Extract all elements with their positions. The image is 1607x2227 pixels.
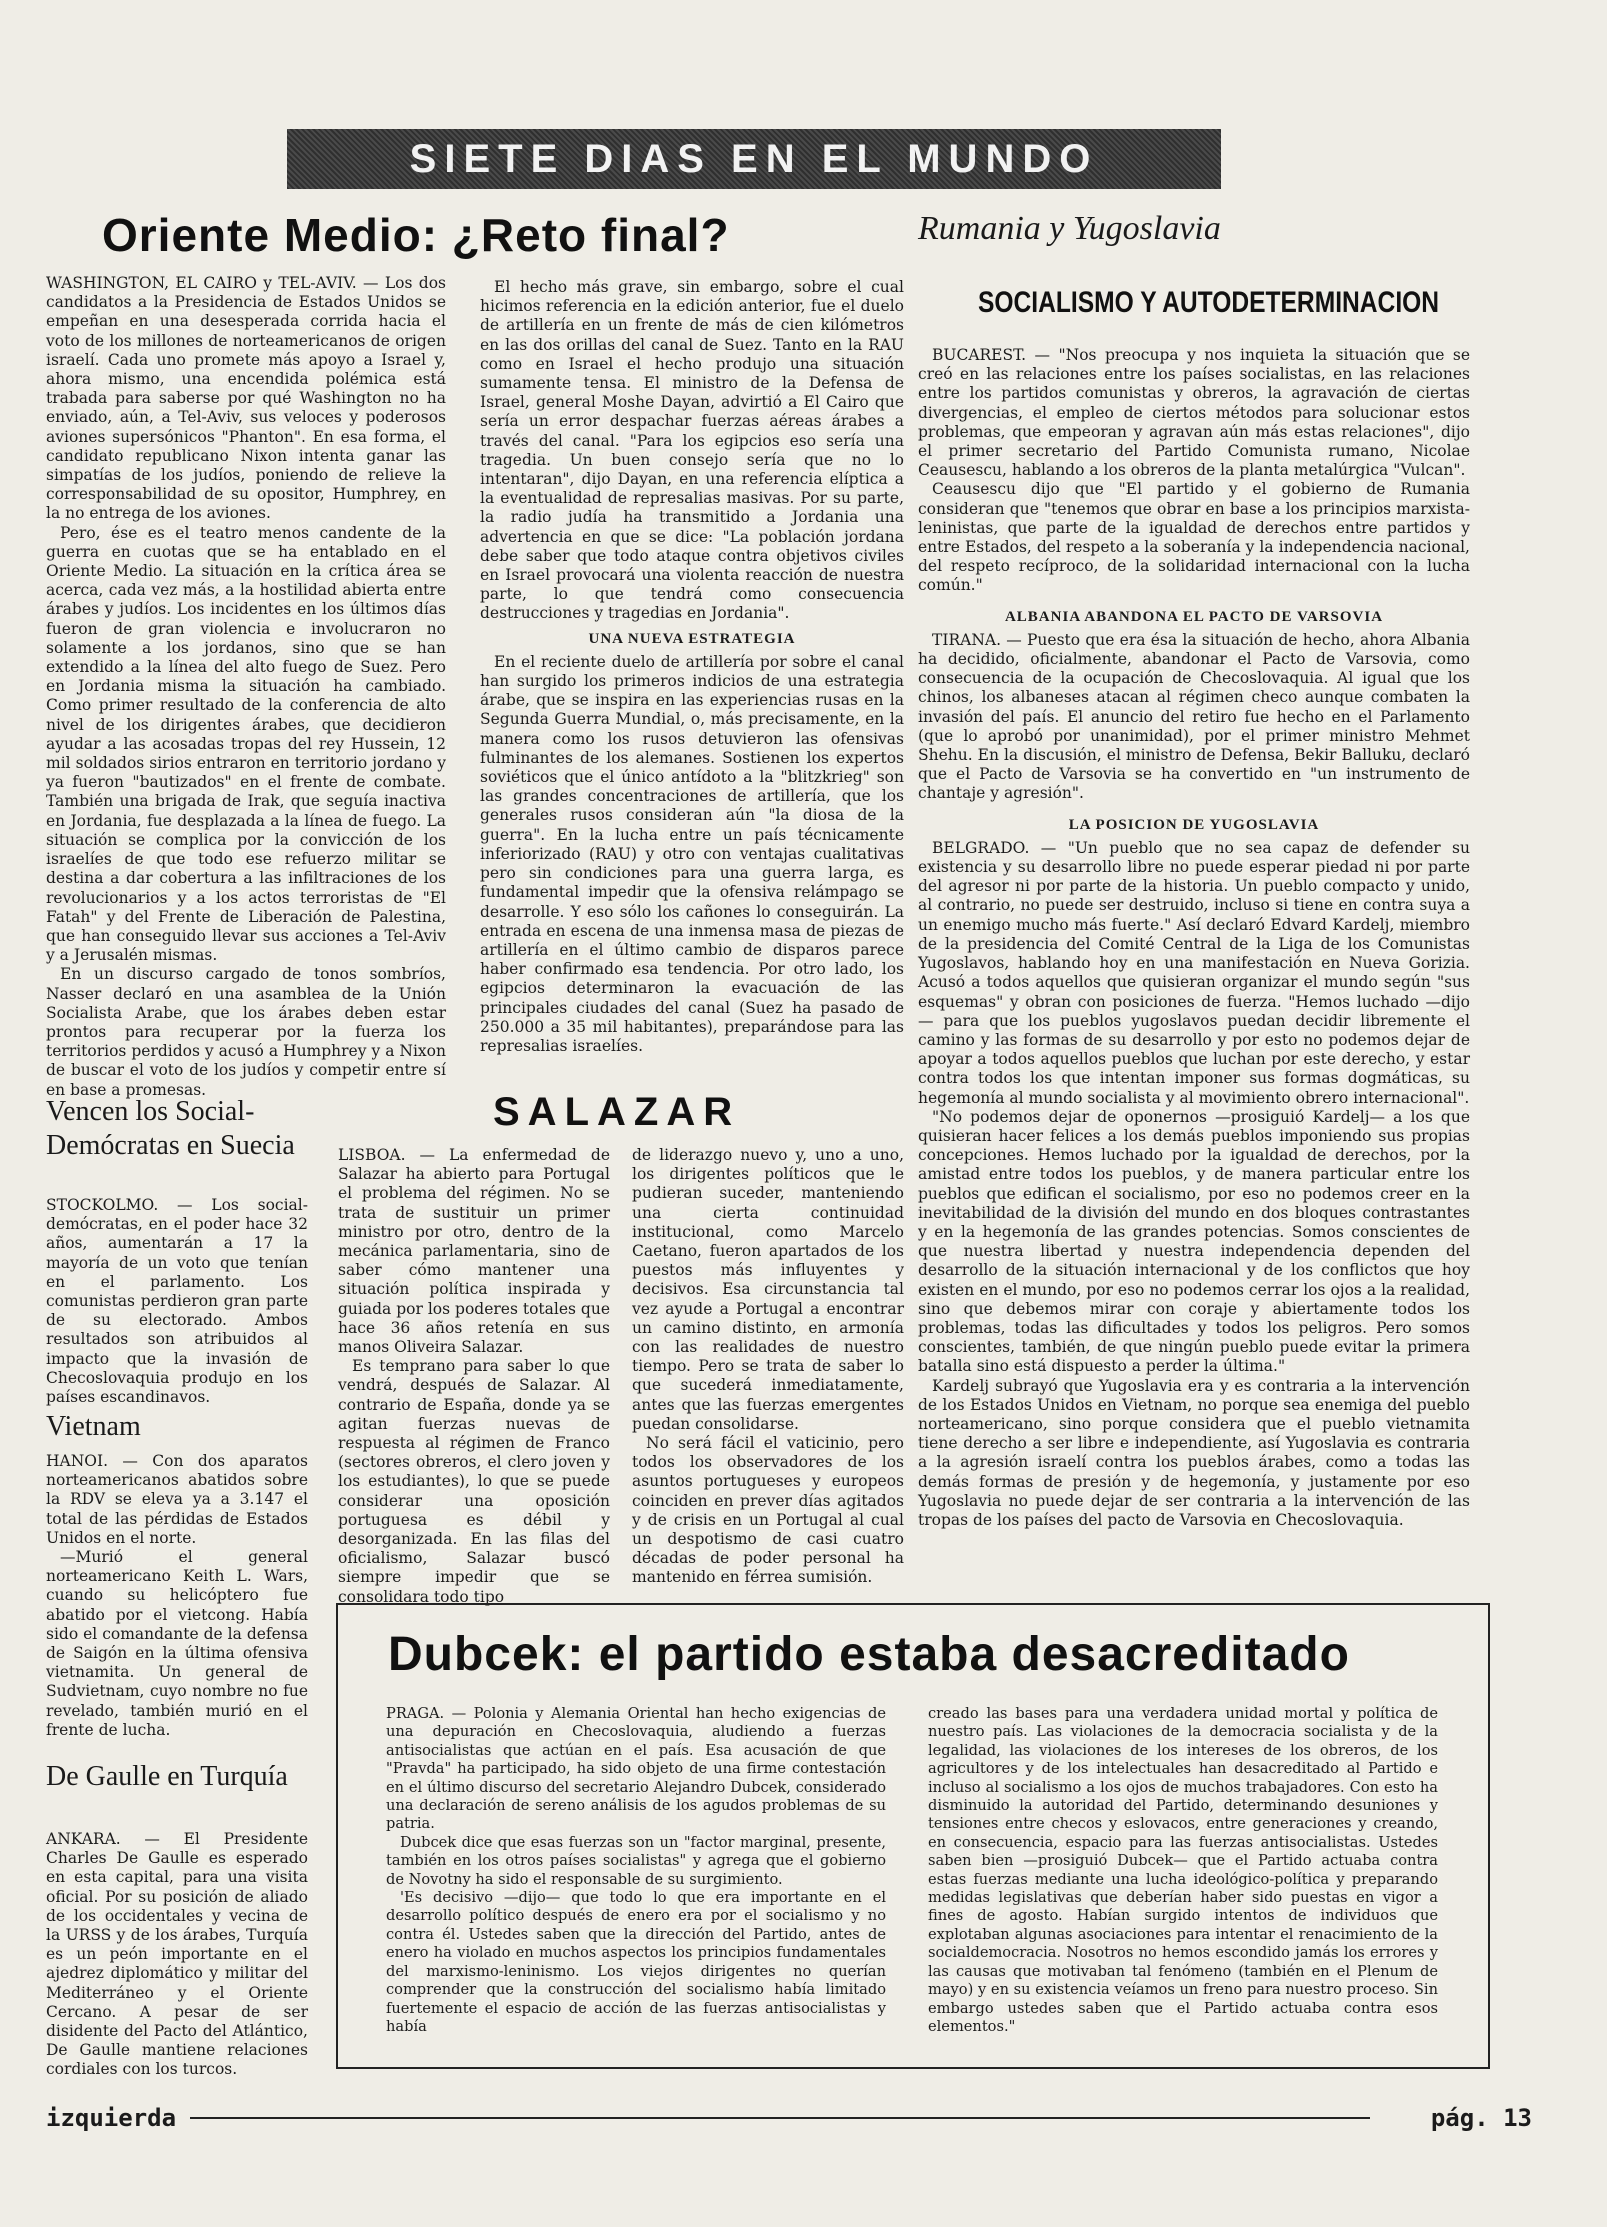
yugoslavia-subhead: LA POSICION DE YUGOSLAVIA	[1068, 816, 1320, 833]
vietnam-paragraph: HANOI. — Con dos aparatos norteamericanos abatidos sobre la RDV se eleva ya a 3.147 el total de las pérdidas de Estados Unidos en el norte.	[46, 1452, 308, 1547]
vietnam-column	[46, 1452, 308, 1740]
section-masthead	[287, 129, 1221, 189]
oriente-subhead: UNA NUEVA ESTRATEGIA	[588, 630, 796, 647]
salazar-column-1	[338, 1146, 610, 1607]
oriente-column-1	[46, 274, 446, 1100]
rumania-headline: SOCIALISMO Y AUTODETERMINACION	[978, 286, 1440, 319]
oriente-paragraph: WASHINGTON, EL CAIRO y TEL-AVIV. — Los dos candidatos a la Presidencia de Estados Unidos se empeñan en una desesperada corrida hacia el voto de los millones de norteamericanos de origen israelí. Cada uno promete más apoyo a Israel y, ahora mismo, una encendida polémica está trabada para saberse por qué Washington no ha enviado, aún, a Tel-Aviv, sus veloces y poderosos aviones supersónicos "Phanton". En esa forma, el candidato republicano Nixon intenta ganar las simpatías de los judíos, poniendo de relieve la corresponsabilidad de su opositor, Humphrey, en la no entrega de los aviones.	[46, 274, 446, 523]
albania-paragraph: TIRANA. — Puesto que era ésa la situación de hecho, ahora Albania ha decidido, oficialmente, abandonar el Pacto de Varsovia, como consecuencia de la ocupación de Checoslovaquia. Al igual que los chinos, los albaneses atacan al régimen checo aunque combaten la invasión del país. El anuncio del retiro fue hecho en el Parlamento (que lo aprobó por unanimidad), por el primer ministro Mehmet Shehu. En la discusión, el ministro de Defensa, Bekir Balluku, declaró que el Pacto de Varsovia se ha convertido en "un instrumento de chantaje y agresión".	[918, 630, 1470, 803]
masthead-title: SIETE DIAS EN EL MUNDO	[409, 136, 1099, 181]
oriente-paragraph: Pero, ése es el teatro menos candente de la guerra en cuotas que se ha entablado en el Oriente Medio. La situación en la crítica área se acerca, cada vez más, a la hostilidad abierta entre árabes y judíos. Los incidentes en los últimos días fueron de gran violencia e involucraron no solamente a los jordanos, sino que se han extendido a la línea del alto fuego de Suez. Pero en Jordania misma la situación ha cambiado. Como primer resultado de la conferencia de alto nivel de los dirigentes árabes, que decidieron ayudar a las acosadas tropas del rey Hussein, 12 mil soldados sirios entraron en territorio jordano y ya fueron "bautizados" en el frente de combate. También una brigada de Irak, que seguía inactiva en Jordania, fue desplazada a la línea de fuego. La situación se complica por la convicción de los israelíes de que todo ese refuerzo militar se destina a dar cobertura a las infiltraciones de los revolucionarios y a los actos terroristas de "El Fatah" y del Frente de Liberación de Palestina, que han conseguido llevar sus acciones a Tel-Aviv y a Jerusalén mismas.	[46, 523, 446, 965]
oriente-paragraph: En un discurso cargado de tonos sombríos, Nasser declaró en una asamblea de la Unión Socialista Arabe, que los árabes deben estar prontos para recuperar por la fuerza los territorios perdidos y acusó a Humphrey y a Nixon de buscar el voto de los judíos y competir entre sí en base a promesas.	[46, 965, 446, 1099]
footer-rule	[190, 2117, 1370, 2119]
dubcek-headline: Dubcek: el partido estaba desacreditado	[388, 1628, 1350, 1681]
rumania-kicker: Rumania y Yugoslavia	[918, 210, 1221, 247]
gaulle-headline: De Gaulle en Turquía	[46, 1761, 288, 1792]
dubcek-column-2	[928, 1705, 1438, 2036]
dubcek-paragraph: Dubcek dice que esas fuerzas son un "factor marginal, presente, también en los otros países socialistas" y agrega que el gobierno de Novotny ha sido el responsable de su surgimiento.	[386, 1833, 886, 1888]
albania-subhead: ALBANIA ABANDONA EL PACTO DE VARSOVIA	[1004, 608, 1384, 625]
rumania-column	[918, 346, 1470, 1530]
salazar-headline: SALAZAR	[493, 1090, 741, 1134]
yugoslavia-paragraph: BELGRADO. — "Un pueblo que no sea capaz de defender su existencia y su desarrollo libre no puede esperar piedad ni por parte del agresor ni por parte de la historia. Un pueblo compacto y unido, al contrario, no puede ser destruido, incluso si tiene en contra suya a un enemigo mucho más fuerte." Así declaró Edvard Kardelj, miembro de la presidencia del Comité Central de la Liga de los Comunistas Yugoslavos, hablando hoy en una manifestación en Nueva Gorizia. Acusó a todos aquellos que quisieran organizar el mundo según "sus esquemas" y obran con posiciones de fuerza. "Hemos luchado —dijo— para que los pueblos yugoslavos puedan decidir libremente el camino y las formas de su desarrollo y por esto no podemos dejar de apoyar a todos aquellos pueblos que luchan por este derecho, y estar contra todos los que intentan imponer sus formas dogmáticas, su hegemonía al mundo socialista y al movimiento obrero internacional".	[918, 838, 1470, 1107]
suecia-paragraph: STOCKOLMO. — Los social-demócratas, en el poder hace 32 años, aumentarán a 17 la mayoría de un voto que tenían en el parlamento. Los comunistas perdieron gran parte de su electorado. Ambos resultados son atribuidos al impacto que la invasión de Checoslovaquia produjo en los países escandinavos.	[46, 1196, 308, 1407]
suecia-column	[46, 1196, 308, 1407]
dubcek-article-box	[336, 1603, 1490, 2069]
gaulle-column	[46, 1830, 308, 2080]
salazar-paragraph: de liderazgo nuevo y, uno a uno, los dirigentes políticos que le pudieran suceder, manteniendo una cierta continuidad institucional, como Marcelo Caetano, fueron apartados de los puestos más influyentes y decisivos. Esa circunstancia tal vez ayude a Portugal a encontrar un camino distinto, en armonía con las realidades de nuestro tiempo. Pero se trata de saber lo que sucederá inmediatamente, antes que las fuerzas emergentes puedan consolidarse.	[632, 1146, 904, 1433]
gaulle-paragraph: ANKARA. — El Presidente Charles De Gaulle es esperado en esta capital, para una visita oficial. Por su posición de aliado de los occidentales y vecina de la URSS y de los árabes, Turquía es un peón importante en el ajedrez diplomático y militar del Mediterráneo y el Oriente Cercano. A pesar de ser disidente del Pacto del Atlántico, De Gaulle mantiene relaciones cordiales con los turcos.	[46, 1830, 308, 2079]
footer-magazine-name: izquierda	[46, 2104, 177, 2132]
vietnam-paragraph: —Murió el general norteamericano Keith L. Wars, cuando su helicóptero fue abatido por el vietcong. Había sido el comandante de la defensa de Saigón en la última ofensiva vietnamita. Un general de Sudvietnam, cuyo nombre no fue revelado, también murió en el frente de lucha.	[46, 1548, 308, 1739]
vietnam-headline: Vietnam	[46, 1411, 141, 1442]
suecia-headline: Vencen los Social-Demócratas en Suecia	[46, 1096, 295, 1161]
rumania-paragraph: BUCAREST. — "Nos preocupa y nos inquieta la situación que se creó en las relaciones entre los países socialistas, en las relaciones entre los partidos comunistas y obreros, la agravación de ciertas divergencias, el empleo de ciertos métodos para solucionar estos problemas, que empeoran y agravan aún más estas relaciones", dijo el primer secretario del Partido Comunista rumano, Nicolae Ceausescu, hablando a los obreros de la planta metalúrgica "Vulcan".	[918, 346, 1470, 480]
salazar-paragraph: Es temprano para saber lo que vendrá, después de Salazar. Al contrario de España, donde ya se agitan fuerzas nuevas de respuesta al régimen de Franco (sectores obreros, el clero joven y los estudiantes), lo que se puede considerar una oposición portuguesa es débil y desorganizada. En las filas del oficialismo, Salazar buscó siempre impedir que se consolidara todo tipo	[338, 1357, 610, 1606]
dubcek-paragraph: 'Es decisivo —dijo— que todo lo que era importante en el desarrollo político después de enero era por el socialismo y no contra él. Ustedes saben que la dirección del Partido, antes de enero ha violado en muchos aspectos los principios fundamentales del marxismo-leninismo. Los viejos dirigentes no querían comprender que la construcción del socialismo había limitado fuertemente el espacio de acción de las fuerzas antisocialistas y había	[386, 1889, 886, 2035]
yugoslavia-paragraph: Kardelj subrayó que Yugoslavia era y es contraria a la intervención de los Estados Unidos en Vietnam, no porque sea enemiga del pueblo norteamericano, sino porque considera que el pueblo vietnamita tiene derecho a ser libre e independiente, así Yugoslavia es contraria a la agresión israelí contra los pueblos árabes, como a todas las demás formas de presión y de hegemonía, y justamente por eso Yugoslavia no puede dejar de ser contraria a la intervención de las tropas de los países del pacto de Varsovia en Checoslovaquia.	[918, 1376, 1470, 1529]
oriente-paragraph: El hecho más grave, sin embargo, sobre el cual hicimos referencia en la edición anterior, fue el duelo de artillería en un frente de más de cien kilómetros en las dos orillas del canal de Suez. Tanto en la RAU como en Israel el hecho produjo una situación sumamente tensa. El ministro de la Defensa de Israel, general Moshe Dayan, advirtió a El Cairo que sería un error despachar fuerzas aéreas árabes a través del canal. "Para los egipcios eso sería una tragedia. Un buen consejo sería que no lo intentaran", dijo Dayan, en una referencia elíptica a la eventualidad de represalias masivas. Por su parte, la radio judía ha transmitido a Jordania una advertencia en que se dice: "La población jordana debe saber que todo ataque contra objetivos civiles en Israel provocará una violenta reacción de nuestra parte, lo que tendrá como consecuencia destrucciones y tragedias en Jordania".	[480, 278, 904, 623]
dubcek-column-1	[386, 1705, 886, 2036]
oriente-headline: Oriente Medio: ¿Reto final?	[102, 209, 730, 261]
oriente-paragraph: En el reciente duelo de artillería por sobre el canal han surgido los primeros indicios de una estrategia árabe, que se inspira en las experiencias rusas en la Segunda Guerra Mundial, o, más precisamente, en la manera como los rusos detuvieron las ofensivas fulminantes de los alemanes. Sostienen los expertos soviéticos que el único antídoto a la "blitzkrieg" son las grandes concentraciones de artillería, que los generales rusos consideran aún "la diosa de la guerra". En la lucha entre un país técnicamente inferiorizado (RAU) y otro con ventajas cualitativas pero sin condiciones para una guerra larga, es fundamental impedir que la ofensiva relámpago se desarrolle. Y eso sólo los cañones lo conseguirán. La entrada en escena de una inmensa masa de piezas de artillería en el último cambio de disparos parece haber confirmado esa tendencia. Por otro lado, los egipcios determinaron la evacuación de las principales ciudades del canal (Suez ha pasado de 250.000 a 35 mil habitantes), preparándose para las represalias israelíes.	[480, 652, 904, 1055]
dubcek-paragraph: PRAGA. — Polonia y Alemania Oriental han hecho exigencias de una depuración en Checoslovaquia, aludiendo a fuerzas antisocialistas que actúan en el país. Esa acusación de que "Pravda" ha participado, ha sido objeto de una firme contestación en el último discurso del secretario Alejandro Dubcek, considerado una declaración de sereno análisis de los agudos problemas de su patria.	[386, 1705, 886, 1833]
footer-page-number: pág. 13	[1430, 2104, 1532, 2132]
salazar-column-2	[632, 1146, 904, 1588]
salazar-paragraph: No será fácil el vaticinio, pero todos los observadores de los asuntos portugueses y europeos coinciden en prever días agitados y de crisis en un Portugal al cual un despotismo de casi cuatro décadas de poder personal ha mantenido en férrea sumisión.	[632, 1434, 904, 1587]
yugoslavia-paragraph: "No podemos dejar de oponernos —prosiguió Kardelj— a los que quisieran hacer felices a los demás pueblos imponiendo sus propias concepciones. Hemos luchado por la igualdad de derechos, por la amistad entre todos los pueblos, y de manera particular entre los pueblos que edifican el socialismo, por eso no podemos creer en la inevitabilidad de la división del mundo en dos bloques contrastantes y en la hegemonía de las grandes potencias. Somos conscientes de que nuestra libertad y nuestra independencia dependen del desarrollo de la situación internacional y de los conflictos que hoy existen en el mundo, por eso no podemos cerrar los ojos a la realidad, sino que debemos mirar con coraje y abiertamente todos los problemas, todas las dificultades y todos los peligros. Pero somos conscientes, también, de que ningún pueblo puede evitar la primera batalla sino está dispuesto a perder la última."	[918, 1107, 1470, 1376]
oriente-column-2	[480, 278, 904, 1056]
dubcek-paragraph: creado las bases para una verdadera unidad mortal y política de nuestro país. Las violaciones de la democracia socialista y de la legalidad, las violaciones de los intereses de los obreros, de los agricultores y de los intelectuales han desacreditado al Partido e incluso al socialismo a los ojos de muchos trabajadores. Con esto ha disminuido la autoridad del Partido, determinando desuniones y tensiones entre checos y eslovacos, entre generaciones y creando, en consecuencia, espacio para las fuerzas antisocialistas. Ustedes saben bien —prosiguió Dubcek— que el Partido actuaba contra estas fuerzas mediante una lucha ideológico-política y preparando medidas legislativas que deberían haber sido puestas en vigor a fines de agosto. Habían surgido intentos de individuos que explotaban algunas asociaciones para intentar el renacimiento de la socialdemocracia. Nosotros no hemos escondido jamás los errores y las causas que motivaban tal fenómeno (también en el Plenum de mayo) y en su existencia veíamos un freno para nuestro proceso. Sin embargo ustedes saben que el Partido actuaba contra esos elementos."	[928, 1705, 1438, 2035]
salazar-paragraph: LISBOA. — La enfermedad de Salazar ha abierto para Portugal el problema del régimen. No se trata de sustituir un primer ministro por otro, dentro de la mecánica parlamentaria, sino de saber cómo mantener una situación política inspirada y guiada por los poderes totales que hace 36 años retenía en sus manos Oliveira Salazar.	[338, 1146, 610, 1357]
rumania-paragraph: Ceausescu dijo que "El partido y el gobierno de Rumania consideran que "tenemos que obrar en base a los principios marxista-leninistas, que parte de la igualdad de derechos entre partidos y entre Estados, del respeto a la soberanía y la independencia nacional, del respeto recíproco, de la solidaridad internacional con la lucha común."	[918, 480, 1470, 595]
